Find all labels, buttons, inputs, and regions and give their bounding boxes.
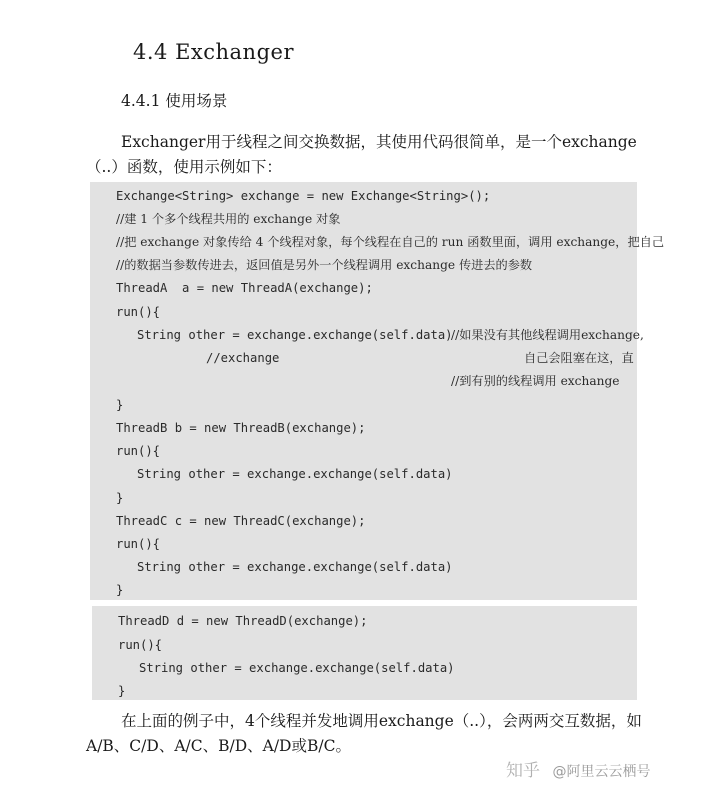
code-line: String other = exchange.exchange(self.data) xyxy=(137,560,453,574)
code-line: run(){ xyxy=(116,444,161,458)
code-comment: //把 exchange 对象传给 4 个线程对象，每个线程在自己的 run 函数里面，调用 exchange，把自己 xyxy=(116,235,665,249)
code-line: ThreadB b = new ThreadB(exchange); xyxy=(116,421,366,435)
section-title: 4.4 Exchanger xyxy=(133,40,294,64)
code-line: String other = exchange.exchange(self.data) xyxy=(137,467,453,481)
code-line: ThreadC c = new ThreadC(exchange); xyxy=(116,514,366,528)
outro-paragraph: 在上面的例子中，4个线程并发地调用exchange（..），会两两交互数据，如A/B、C/D、A/C、B/D、A/D或B/C。 xyxy=(86,712,642,755)
code-line: run(){ xyxy=(116,305,161,319)
code-comment: 自己会阻塞在这，直 xyxy=(524,351,634,365)
watermark xyxy=(506,756,650,781)
code-line: Exchange<String> exchange = new Exchange<String>(); xyxy=(116,189,491,203)
code-line: } xyxy=(116,398,124,412)
subsection-title: 4.4.1 使用场景 xyxy=(121,92,228,110)
code-line: ThreadA a = new ThreadA(exchange); xyxy=(116,281,373,295)
code-line: } xyxy=(116,491,124,505)
code-comment: //exchange xyxy=(206,351,280,365)
code-line: String other = exchange.exchange(self.data) xyxy=(137,328,453,342)
code-comment: //到有别的线程调用 exchange xyxy=(451,374,620,388)
code-comment: //如果没有其他线程调用exchange, xyxy=(451,328,644,342)
intro-paragraph: Exchanger用于线程之间交换数据，其使用代码很简单，是一个exchange（..）函数，使用示例如下： xyxy=(86,133,637,176)
code-line: } xyxy=(118,684,126,698)
code-line: run(){ xyxy=(116,537,161,551)
watermark-brand: 知乎 xyxy=(506,761,540,781)
code-line: } xyxy=(116,583,124,597)
code-line: String other = exchange.exchange(self.data) xyxy=(139,661,455,675)
code-block-1 xyxy=(90,182,665,600)
code-line: run(){ xyxy=(118,638,163,652)
code-line: ThreadD d = new ThreadD(exchange); xyxy=(118,614,368,628)
watermark-handle: @阿里云云栖号 xyxy=(552,764,651,780)
code-block-2 xyxy=(92,606,637,700)
code-comment: //建 1 个多个线程共用的 exchange 对象 xyxy=(116,212,341,226)
code-comment: //的数据当参数传进去，返回值是另外一个线程调用 exchange 传进去的参数 xyxy=(116,258,533,272)
